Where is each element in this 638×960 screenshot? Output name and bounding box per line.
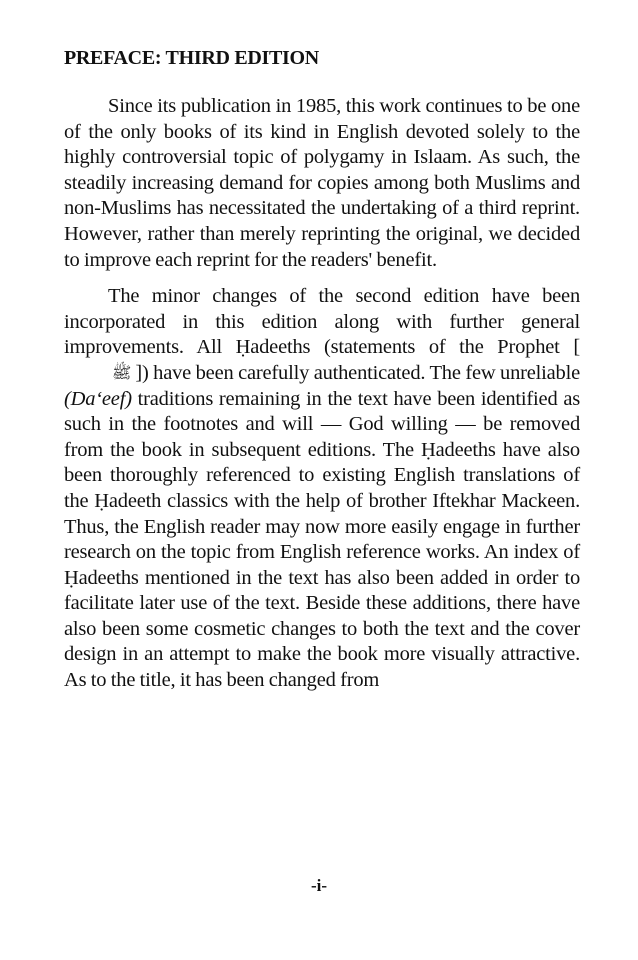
paragraph-1: Since its publication in 1985, this work continues to be one of the only books of its kind in English devoted solely to the highly controversial topic of polygamy in Islaam. As such, the steadily increasing demand for copies among both Muslims and non-Muslims has necessitated the undertaking of a third reprint. However, rather than merely reprinting the original, we decided to improve each reprint for the readers' benefit. [64, 95, 580, 271]
daeef-term: (Da‘eef) [64, 387, 132, 410]
paragraph-2 [64, 284, 580, 694]
paragraph-2-part-1: The minor changes of the second edition have been incorporated in this edition along with further general improvements. All Ḥadeeths (statements of the Prophet [ [64, 285, 580, 359]
paragraph-2-part-2: ]) have been carefully authenticated. The few unreliable [135, 361, 580, 384]
paragraph-2-part-3: traditions remaining in the text have been identified as such in the footnotes and will — God willing — be removed from the book in subsequent editions. The Ḥadeeths have also been thoroughly referenced to existing English translations of the Ḥadeeth classics with the help of brother Iftekhar Mackeen. Thus, the English reader may now more easily engage in further research on the topic from English reference works. An index of Ḥadeeths mentioned in the text has also been added in order to facilitate later use of the text. Beside these additions, there have also been some cosmetic changes to both the text and the cover design in an attempt to make the book more visually attractive. As to the title, it has been changed from [64, 387, 580, 692]
page-number: -i- [310, 876, 328, 895]
preface-heading: PREFACE: THIRD EDITION [64, 47, 319, 69]
pbuh-symbol: ﷺ [112, 364, 132, 382]
page-content [64, 46, 580, 705]
